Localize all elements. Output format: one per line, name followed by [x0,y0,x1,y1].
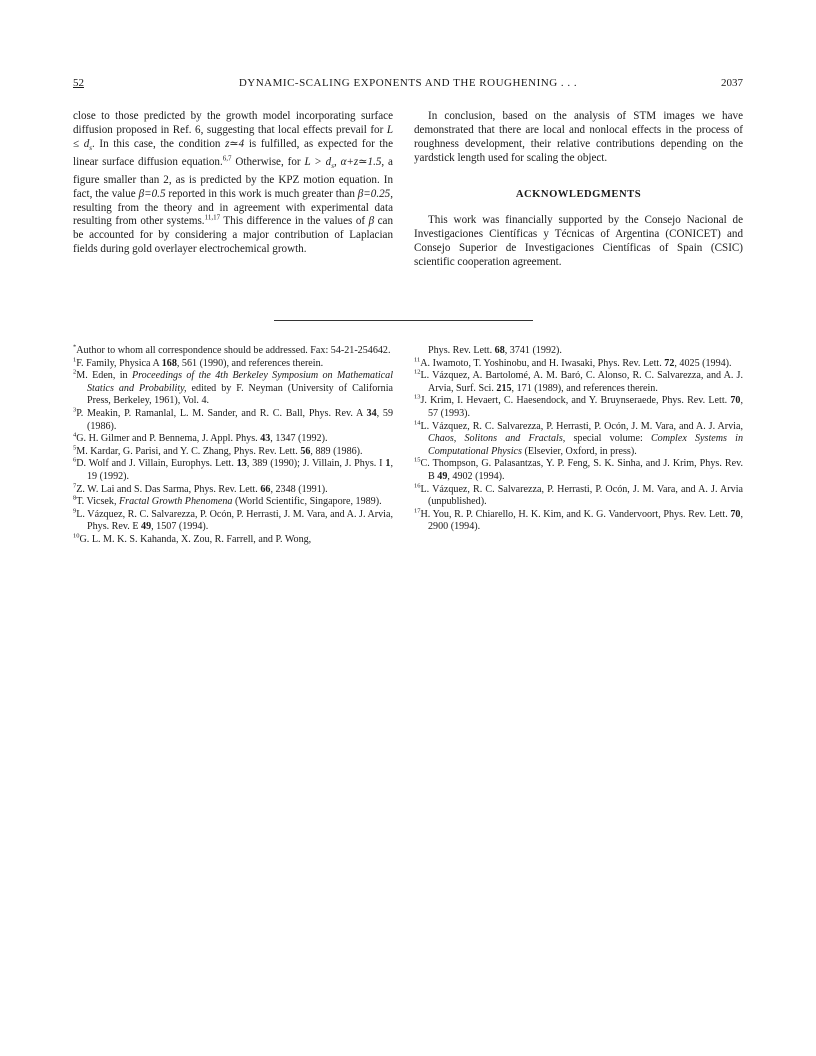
acknowledgments-heading: ACKNOWLEDGMENTS [515,189,642,201]
reference-item: $^9$L. Vázquez, R. C. Salvarezza, P. Ocón, P. Herrasti, J. M. Vara, and A. J. Arvia, Phys. Rev. E 49, 1507 (1994). [73,507,393,533]
running-title: DYNAMIC-SCALING EXPONENTS AND THE ROUGHENING . . . [238,77,578,89]
right-column [414,110,743,270]
reference-item: $^{16}$L. Vázquez, R. C. Salvarezza, P. Herrasti, P. Ocón, J. M. Vara, and A. J. Arvia (unpublished). [414,482,743,508]
left-column [73,110,393,257]
reference-item: $^{10}$G. L. M. K. S. Kahanda, X. Zou, R. Farrell, and P. Wong, [73,532,312,545]
reference-item: $^4$G. H. Gilmer and P. Bennema, J. Appl. Phys. 43, 1347 (1992). [73,431,328,445]
references-right [414,345,743,534]
reference-item: $^2$M. Eden, in Proceedings of the 4th Berkeley Symposium on Mathematical Statics and Probability, edited by F. Neyman (University of California Press, Berkeley, 1961), Vol. 4. [73,368,394,407]
reference-item: $^6$D. Wolf and J. Villain, Europhys. Lett. 13, 389 (1990); J. Villain, J. Phys. I 1, 19 (1992). [73,456,393,482]
reference-item: $^{13}$J. Krim, I. Hevaert, C. Haesendock, and Y. Bruynseraede, Phys. Rev. Lett. 70, 57 (1993). [414,394,743,419]
references-left [73,345,393,547]
body-paragraph: close to those predicted by the growth model incorporating surface diffusion proposed in Ref. 6, suggesting that local effects prevail for $L \le d_s$. In this case, the condition z≃4 is fulfilled, as expected for the linear surface diffusion equation.$^{6,7}$ Otherwise, for $L > d_s$, α+z≃1.5, a figure smaller than 2, as is predicted by the KPZ motion equation. In fact, the value β=0.5 reported in this work is much greater than β=0.25, resulting from the theory and in agreement with experimental data resulting from other systems.$^{11,17}$ This difference in the values of β can be accounted for by considering a major contribution of Laplacian fields during gold overlayer electrochemical growth. [73,110,393,256]
reference-item: $^5$M. Kardar, G. Parisi, and Y. C. Zhang, Phys. Rev. Lett. 56, 889 (1986). [73,444,363,457]
acknowledgments-paragraph: This work was financially supported by the Consejo Nacional de Investigaciones Científicas y Técnicas of Argentina (CONICET) and Consejo Superior de Investigaciones Científicas of Spain (CSIC) scientific cooperation agreement. [414,214,743,268]
conclusion-paragraph: In conclusion, based on the analysis of STM images we have demonstrated that there are local and nonlocal effects in the process of roughness development, their relative contributions depending on the yardstick length used for scaling the object. [414,110,743,164]
running-header [73,77,743,91]
reference-continuation: Phys. Rev. Lett. 68, 3741 (1992). [428,345,562,356]
reference-item: $^8$T. Vicsek, Fractal Growth Phenomena (World Scientific, Singapore, 1989). [73,494,382,508]
reference-item: $^{11}$A. Iwamoto, T. Yoshinobu, and H. Iwasaki, Phys. Rev. Lett. 72, 4025 (1994). [414,356,732,369]
reference-item: $^3$P. Meakin, P. Ramanlal, L. M. Sander, and R. C. Ball, Phys. Rev. A 34, 59 (1986). [73,406,394,432]
reference-item: $^{12}$L. Vázquez, A. Bartolomé, A. M. Baró, C. Alonso, R. C. Salvarezza, and A. J. Arvia, Surf. Sci. 215, 171 (1989), and references therein. [414,368,743,394]
reference-item: $^{15}$C. Thompson, G. Palasantzas, Y. P. Feng, S. K. Sinha, and J. Krim, Phys. Rev. B 49, 4902 (1994). [414,456,743,482]
reference-item: $^{17}$H. You, R. P. Chiarello, H. K. Kim, and K. G. Vandervoort, Phys. Rev. Lett. 70, 2900 (1994). [414,507,743,533]
page-number: 2037 [721,77,743,89]
reference-item: $^7$Z. W. Lai and S. Das Sarma, Phys. Rev. Lett. 66, 2348 (1991). [73,482,328,495]
section-divider [274,320,533,321]
reference-item: *Author to whom all correspondence should be addressed. Fax: 54-21-254642. [73,343,391,356]
reference-item: $^{14}$L. Vázquez, R. C. Salvarezza, P. Herrasti, P. Ocón, J. M. Vara, and A. J. Arvia, Chaos, Solitons and Fractals, special volume: Complex Systems in Computational Physics (Elsevier, Oxford, in press). [414,419,743,457]
volume-number: 52 [73,77,84,89]
reference-item: $^1$F. Family, Physica A 168, 561 (1990), and references therein. [73,356,324,369]
